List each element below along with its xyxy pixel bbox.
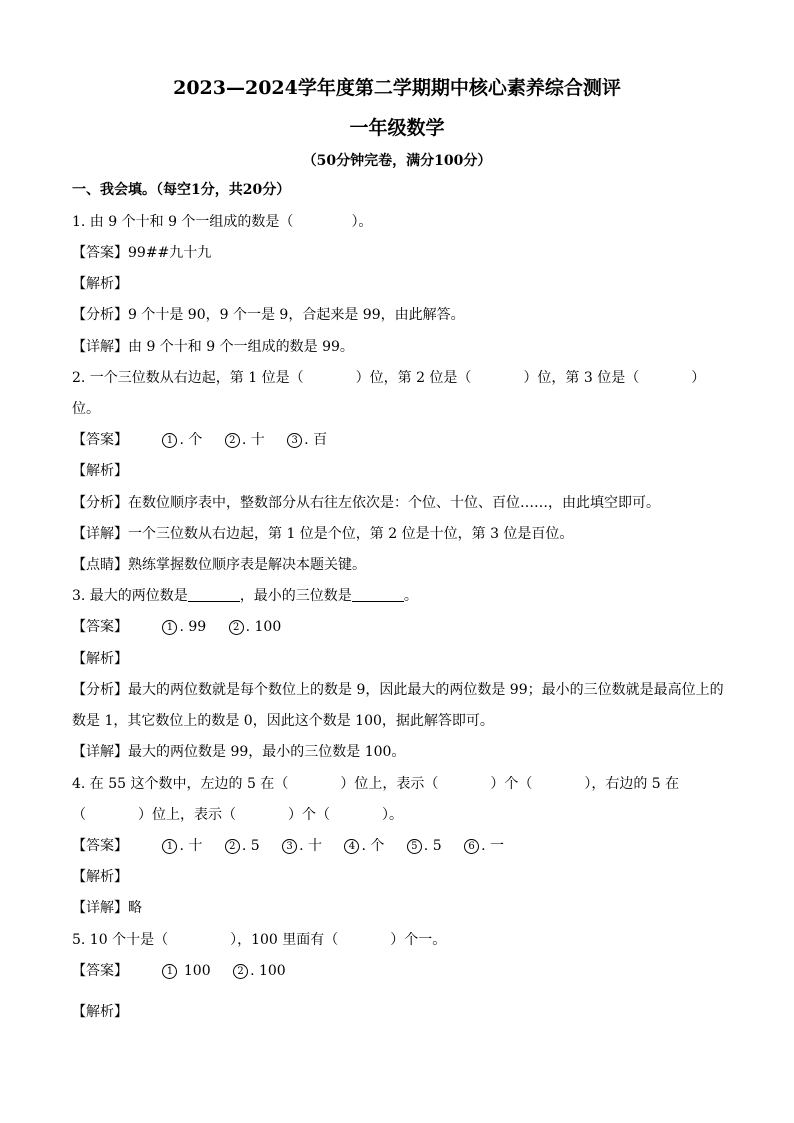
- q4-answer-5-text: . 5: [423, 838, 442, 854]
- q1-fenxi-text: 9 个十是 90，9 个一是 9，合起来是 99，由此解答。: [128, 307, 465, 323]
- q3-answer: [72, 618, 299, 636]
- exam-title: 2023—2024学年度第二学期期中核心素养综合测评: [173, 77, 621, 99]
- q1-answer: [72, 244, 211, 262]
- fenxi-label: 【分析】: [72, 307, 128, 323]
- circled-number: 2: [225, 839, 240, 854]
- q4-answer-3-text: . 十: [299, 838, 322, 854]
- answer-label: 【答案】: [72, 432, 128, 448]
- q3-fenxi-text-1: 最大的两位数就是每个数位上的数是 9，因此最大的两位数是 99；最小的三位数就是最高位上的: [128, 682, 724, 698]
- circled-number: 2: [233, 964, 248, 979]
- answer-label: 【答案】: [72, 619, 128, 635]
- answer-label: 【答案】: [72, 963, 128, 979]
- q5-stem-b: ），100 里面有（: [230, 932, 339, 948]
- circled-number: 4: [344, 839, 359, 854]
- circled-number: 3: [287, 433, 302, 448]
- q1-detail-text: 由 9 个十和 9 个一组成的数是 99。: [128, 339, 354, 355]
- q2-stem-a: 2. 一个三位数从右边起，第 1 位是（: [72, 370, 304, 386]
- q5-analysis-label: 【解析】: [72, 1004, 128, 1020]
- q2-tip-text: 熟练掌握数位顺序表是解决本题关键。: [128, 557, 366, 573]
- q1-fenxi: [72, 306, 465, 324]
- q3-fenxi-2: 数是 1，其它数位上的数是 0，因此这个数是 100，据此解答即可。: [72, 713, 494, 729]
- q2-detail: [72, 525, 573, 543]
- q2-stem-c: ）位，第 3 位是（: [523, 370, 640, 386]
- q2-answer: [72, 431, 345, 449]
- q4-answer-2: [225, 837, 260, 855]
- q4-answer-6: [464, 837, 504, 855]
- q3-answer-2: [229, 618, 282, 636]
- q2-answer-3-text: . 百: [304, 432, 328, 448]
- q2-answer-1-text: . 个: [179, 432, 203, 448]
- question-3: [72, 587, 418, 605]
- detail-label: 【详解】: [72, 339, 128, 355]
- q4-answer-5: [407, 837, 442, 855]
- q2-analysis-label: 【解析】: [72, 463, 128, 479]
- q4-answer-4-text: . 个: [361, 838, 385, 854]
- q2-fenxi-text: 在数位顺序表中，整数部分从右往左依次是：个位、十位、百位……，由此填空即可。: [128, 495, 660, 511]
- q4-stem-c: ）个（: [490, 776, 533, 792]
- q4-answer: [72, 837, 522, 855]
- q2-tip: [72, 556, 366, 574]
- question-1: [72, 213, 372, 231]
- answer-blank: [352, 587, 404, 602]
- circled-number: 1: [162, 433, 177, 448]
- q3-stem-a: 3. 最大的两位数是: [72, 588, 188, 604]
- circled-number: 1: [162, 839, 177, 854]
- q1-stem-a: 1. 由 9 个十和 9 个一组成的数是（: [72, 214, 294, 230]
- fenxi-label: 【分析】: [72, 682, 128, 698]
- q5-answer-1-text: 100: [179, 963, 211, 979]
- subject-title: 一年级数学: [349, 117, 445, 139]
- circled-number: 6: [464, 839, 479, 854]
- q3-answer-2-text: . 100: [245, 619, 282, 635]
- circled-number: 1: [162, 620, 177, 635]
- exam-note: （50分钟完卷，满分100分）: [302, 153, 492, 169]
- q2-fenxi: [72, 494, 660, 512]
- q4-answer-1: [162, 837, 202, 855]
- q3-stem-b: ，最小的三位数是: [239, 588, 352, 604]
- circled-number: 3: [282, 839, 297, 854]
- q2-detail-text: 一个三位数从右边起，第 1 位是个位，第 2 位是十位，第 3 位是百位。: [128, 526, 574, 542]
- question-2: [72, 369, 705, 387]
- q3-detail-text: 最大的两位数是 99，最小的三位数是 100。: [128, 744, 406, 760]
- q4-stem-d: ），右边的 5 在: [584, 776, 680, 792]
- q4-detail: [72, 899, 142, 917]
- q4-answer-6-text: . 一: [481, 838, 504, 854]
- q5-answer: [72, 962, 304, 980]
- q3-fenxi-1: [72, 681, 724, 699]
- q2-answer-2: [225, 431, 265, 449]
- q4-stem-b: ）位上，表示（: [340, 776, 439, 792]
- answer-label: 【答案】: [72, 245, 128, 261]
- q2-stem-b: ）位，第 2 位是（: [355, 370, 472, 386]
- q2-stem-d: ）: [691, 370, 706, 386]
- circled-number: 2: [225, 433, 240, 448]
- detail-label: 【详解】: [72, 526, 128, 542]
- q3-detail: [72, 743, 405, 761]
- fenxi-label: 【分析】: [72, 495, 128, 511]
- q4-detail-text: 略: [128, 900, 142, 916]
- q3-analysis-label: 【解析】: [72, 651, 128, 667]
- q4-answer-4: [344, 837, 384, 855]
- q2-answer-2-text: . 十: [241, 432, 265, 448]
- q4-stem-e: （: [72, 807, 86, 823]
- q1-analysis-label: 【解析】: [72, 276, 128, 292]
- q4-answer-3: [282, 837, 322, 855]
- q5-stem-c: ）个一。: [390, 932, 447, 948]
- answer-label: 【答案】: [72, 838, 128, 854]
- tip-label: 【点睛】: [72, 557, 128, 573]
- q4-analysis-label: 【解析】: [72, 869, 128, 885]
- q2-answer-1: [162, 431, 202, 449]
- question-4: [72, 775, 679, 793]
- q4-stem-a: 4. 在 55 这个数中，左边的 5 在（: [72, 776, 289, 792]
- q3-stem-c: 。: [403, 588, 418, 604]
- section-heading: 一、我会填。（每空1分，共20分）: [72, 182, 291, 198]
- q4-stem-h: ）。: [382, 807, 403, 823]
- q5-answer-2: [233, 962, 286, 980]
- detail-label: 【详解】: [72, 900, 128, 916]
- detail-label: 【详解】: [72, 744, 128, 760]
- circled-number: 2: [229, 620, 244, 635]
- answer-blank: [188, 587, 240, 602]
- q3-answer-1: [162, 618, 206, 636]
- q2-stem-e: 位。: [72, 401, 100, 417]
- q2-answer-3: [287, 431, 327, 449]
- question-4-line-2: [72, 806, 403, 824]
- q3-answer-1-text: . 99: [179, 619, 207, 635]
- q5-answer-2-text: . 100: [250, 963, 286, 979]
- circled-number: 5: [407, 839, 422, 854]
- q4-stem-g: ）个（: [288, 807, 330, 823]
- q4-answer-1-text: . 十: [179, 838, 203, 854]
- q1-detail: [72, 338, 354, 356]
- q1-stem-b: ）。: [351, 214, 373, 230]
- question-5: [72, 931, 446, 949]
- q4-stem-f: ）位上，表示（: [138, 807, 236, 823]
- q5-stem-a: 5. 10 个十是（: [72, 932, 169, 948]
- q4-answer-2-text: . 5: [241, 838, 260, 854]
- q5-answer-1: [162, 962, 210, 980]
- circled-number: 1: [162, 964, 177, 979]
- q1-answer-text: 99##九十九: [128, 245, 212, 261]
